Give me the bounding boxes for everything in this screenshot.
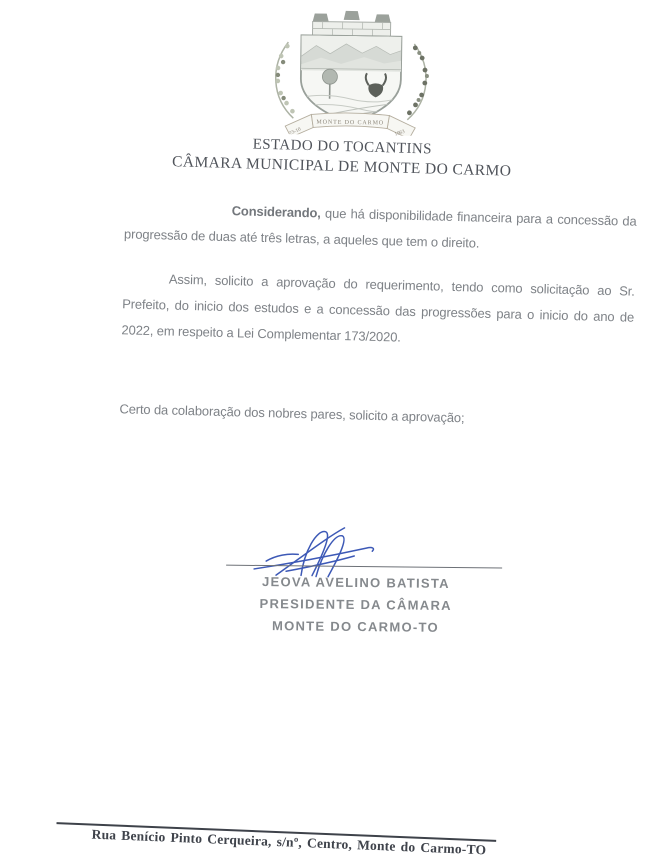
letterhead — [97, 128, 588, 183]
header-state-line: ESTADO DO TOCANTINS — [252, 136, 433, 158]
footer-address: Rua Benício Pinto Cerqueira, s/nº, Centro, Monte do Carmo-TO — [91, 826, 487, 858]
signature-name: JEOVA AVELINO BATISTA — [261, 574, 450, 591]
paragraph-assim: Assim, solicito a aprovação do requerimento, tendo como solicitação ao Sr. Prefeito, do inicio dos estudos e a concessão das progressões para o inicio do ano de 2022, em respeito a Lei Complementar 173/2020. — [121, 271, 635, 345]
right-branch-icon — [407, 44, 429, 120]
crest-motto: MONTE DO CARMO — [316, 119, 385, 127]
signature-block — [195, 518, 516, 639]
crest-banner — [285, 112, 415, 136]
paragraph-considerando — [124, 195, 637, 260]
footer — [56, 822, 496, 859]
left-branch-icon — [275, 42, 296, 118]
signature-role: PRESIDENTE DA CÂMARA — [259, 595, 452, 614]
considerando-lead: Considerando, — [231, 203, 321, 221]
mural-crown-icon — [312, 10, 390, 36]
paragraph-certo: Certo da colaboração dos nobres pares, solicito a aprovação; — [119, 401, 465, 426]
signature-city: MONTE DO CARMO-TO — [271, 618, 440, 635]
crest-date-left: 23-10 — [288, 126, 302, 137]
header-chamber-line: CÂMARA MUNICIPAL DE MONTE DO CARMO — [171, 153, 512, 180]
coat-of-arms-icon — [265, 4, 437, 136]
considerando-text: que há disponibilidade financeira para a concessão da progressão de duas até três letras, a aqueles que tem o direito. — [123, 205, 637, 251]
coat-of-arms — [265, 4, 437, 136]
crest-date-right: 1963 — [393, 128, 406, 137]
letter-body — [119, 195, 637, 435]
